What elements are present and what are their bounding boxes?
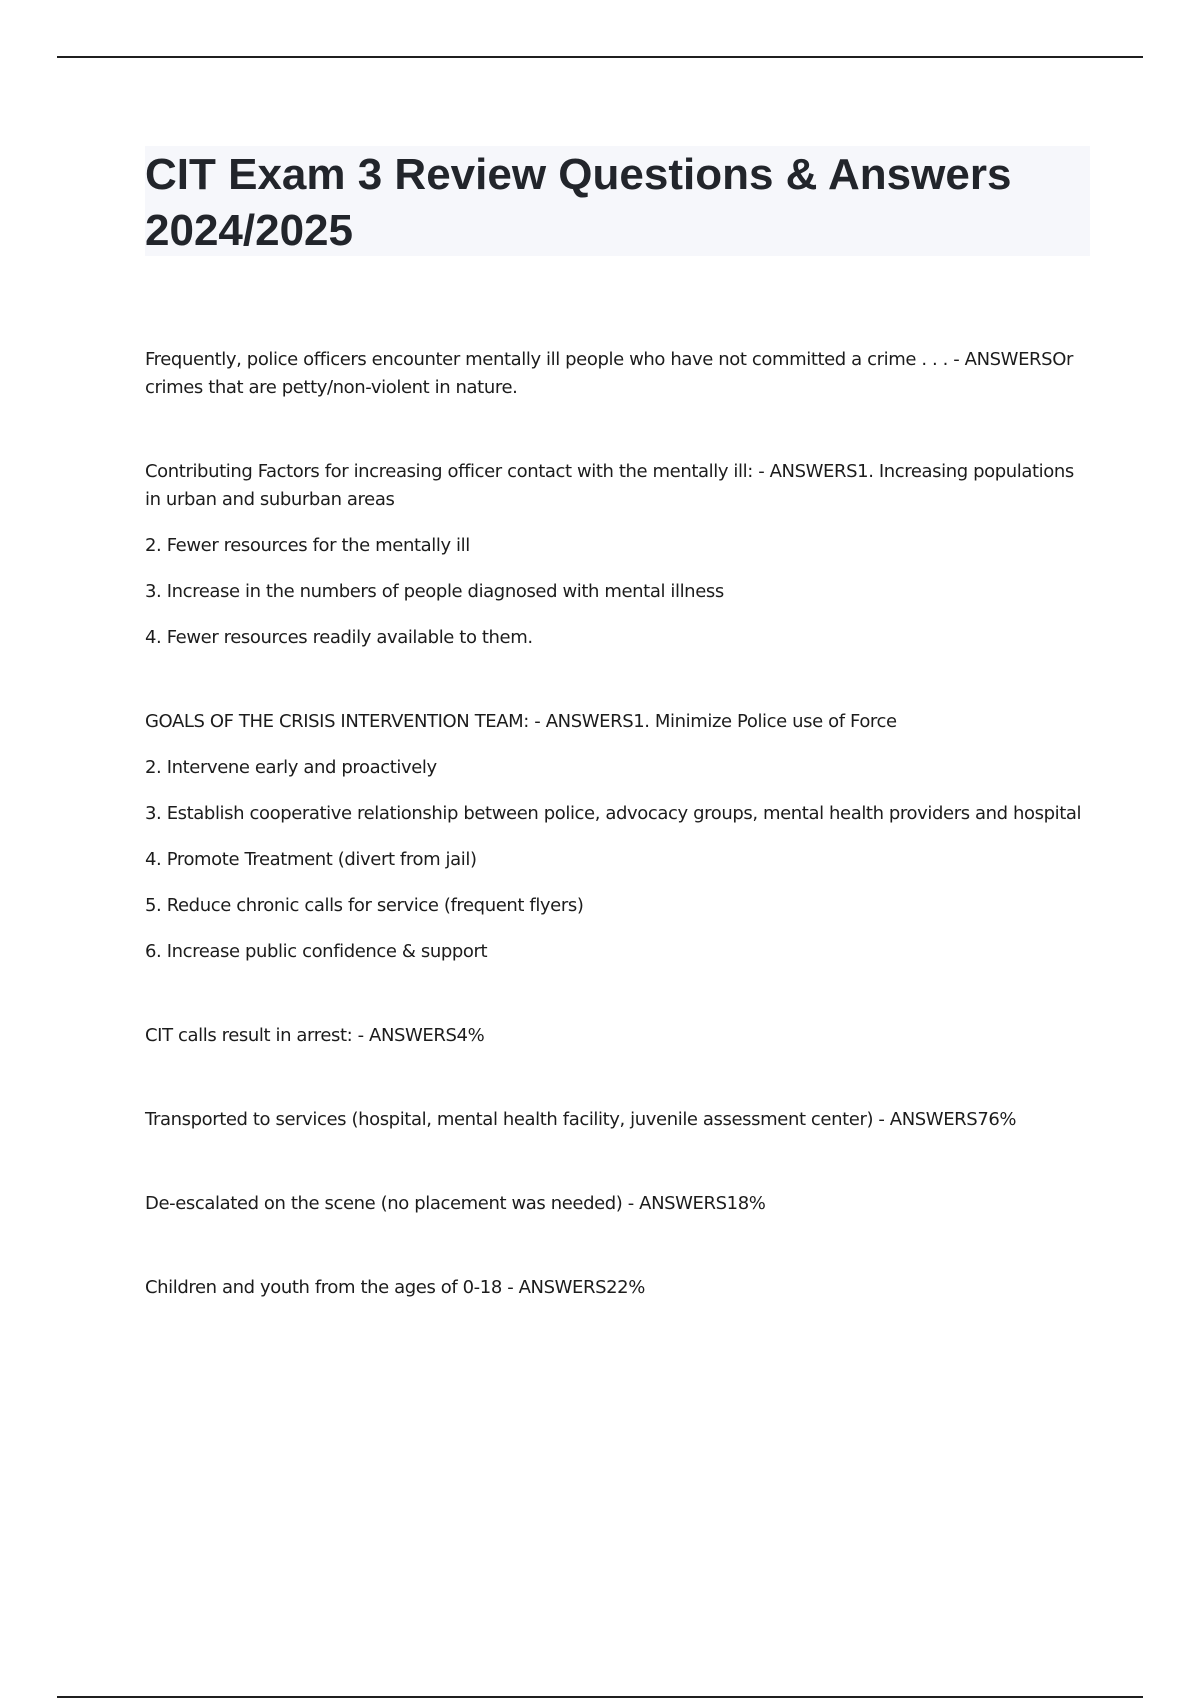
qa-line: Transported to services (hospital, mental health facility, juvenile assessment center) - ANSWERS76%: [145, 1109, 1017, 1130]
qa-line: 5. Reduce chronic calls for service (frequent flyers): [145, 895, 584, 916]
document-body: [145, 146, 1090, 1358]
qa-line: Frequently, police officers encounter mentally ill people who have not committed a crime . . . - ANSWERSOr crimes that are petty/non-violent in nature.: [145, 349, 1073, 398]
qa-line: 4. Fewer resources readily available to them.: [145, 627, 533, 648]
qa-line: CIT calls result in arrest: - ANSWERS4%: [145, 1025, 485, 1046]
qa-line: 3. Increase in the numbers of people diagnosed with mental illness: [145, 581, 724, 602]
qa-line: Contributing Factors for increasing officer contact with the mentally ill: - ANSWERS1. Increasing populations in urban and suburban areas: [145, 461, 1074, 510]
qa-list: [145, 346, 1090, 1302]
qa-item: [145, 1022, 1090, 1050]
qa-line: 3. Establish cooperative relationship between police, advocacy groups, mental health providers and hospital: [145, 803, 1082, 824]
qa-item: [145, 1190, 1090, 1218]
qa-line: GOALS OF THE CRISIS INTERVENTION TEAM: - ANSWERS1. Minimize Police use of Force: [145, 711, 897, 732]
qa-line: Children and youth from the ages of 0-18 - ANSWERS22%: [145, 1277, 645, 1298]
qa-line: 4. Promote Treatment (divert from jail): [145, 849, 477, 870]
top-rule: [57, 56, 1143, 58]
qa-item: [145, 458, 1090, 652]
qa-line: 2. Intervene early and proactively: [145, 757, 437, 778]
qa-line: 6. Increase public confidence & support: [145, 941, 488, 962]
qa-item: [145, 1274, 1090, 1302]
title-block: [145, 146, 1090, 256]
qa-item: [145, 708, 1090, 966]
qa-line: De-escalated on the scene (no placement was needed) - ANSWERS18%: [145, 1193, 766, 1214]
bottom-rule: [57, 1696, 1143, 1698]
qa-line: 2. Fewer resources for the mentally ill: [145, 535, 470, 556]
document-title: CIT Exam 3 Review Questions & Answers 2024/2025: [145, 150, 1012, 255]
qa-item: [145, 1106, 1090, 1134]
qa-item: [145, 346, 1090, 402]
